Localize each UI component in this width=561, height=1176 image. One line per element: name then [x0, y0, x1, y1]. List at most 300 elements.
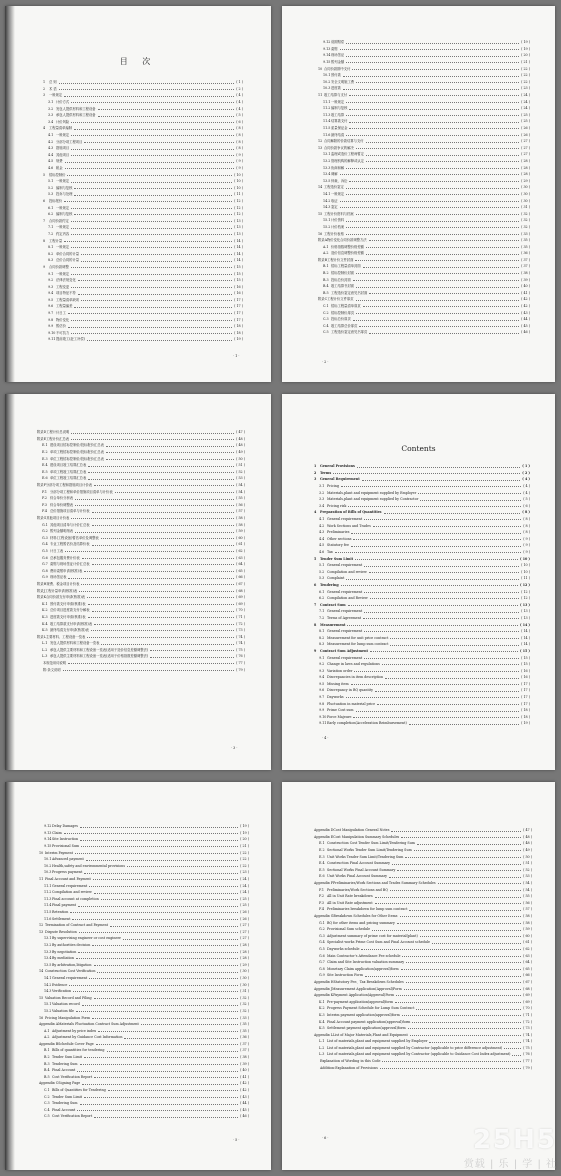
toc-entry-title: Preliminaries/Work Sections and Trades Summary Schedules [333, 881, 436, 886]
toc-entry-page: ( 9 ) [523, 543, 530, 548]
toc-entry-page: ( 71 ) [523, 1012, 532, 1017]
dot-leader [67, 175, 232, 176]
toc-entry [43, 157, 243, 164]
dot-leader [346, 168, 519, 169]
toc-entry-number: C.1 [44, 1088, 50, 1093]
dot-leader [420, 500, 521, 501]
toc-entry-title: List of materials,plant and equipment supplied by Contractor (applicable to Guidance Cost Index adjustment) [327, 1052, 511, 1057]
toc-entry-page: ( 48 ) [236, 443, 245, 448]
toc-entry-page: ( 59 ) [236, 529, 245, 534]
toc-entry-number: 10 [39, 850, 44, 855]
toc-entry-page: ( 24 ) [240, 883, 249, 888]
dot-leader [351, 533, 521, 534]
toc-entry [314, 508, 530, 515]
toc-entry-page: ( 49 ) [523, 848, 532, 853]
toc-entry-page: ( 77 ) [236, 661, 245, 666]
toc-entry-number: 5.1 [48, 179, 54, 184]
toc-entry-page: ( 19 ) [521, 40, 530, 45]
toc-entry-page: ( 43 ) [521, 310, 530, 315]
toc-entry [314, 633, 530, 640]
toc-entry [39, 1020, 249, 1027]
toc-entry-number: 9.6 [48, 304, 54, 309]
toc-entry-title: 一般规定 [56, 133, 70, 138]
toc-entry-page: ( 63 ) [236, 555, 245, 560]
toc-entry [314, 1037, 532, 1044]
toc-entry [37, 586, 245, 593]
toc-entry-page: ( 26 ) [521, 126, 530, 131]
toc-entry-title: 竣工结算与支付 [324, 93, 348, 98]
toc-entry-number: K.4 [319, 1019, 325, 1024]
dot-leader [80, 1064, 239, 1065]
toc-entry-page: ( 59 ) [523, 927, 532, 932]
toc-entry-number: 9.9 [319, 708, 325, 713]
toc-entry [39, 888, 249, 895]
toc-entry-page: ( 20 ) [240, 837, 249, 842]
toc-entry-number: 8.1 [48, 245, 54, 250]
toc-entry-title: 措施项目 [56, 146, 70, 151]
toc-entry-page: ( 27 ) [521, 139, 530, 144]
toc-entry-page: ( 6 ) [523, 503, 530, 508]
toc-entry [37, 632, 245, 639]
toc-entry-title: Measurement for unit price contract [327, 635, 389, 640]
toc-entry-page: ( 36 ) [521, 251, 530, 256]
toc-entry [37, 619, 245, 626]
toc-entry [39, 1007, 249, 1014]
toc-entry-page: ( 51 ) [236, 463, 245, 468]
toc-entry [37, 560, 245, 567]
toc-entry-page: ( 14 ) [521, 629, 530, 634]
toc-entry [43, 249, 243, 256]
toc-entry-title: Unit Works Final Account Summary [327, 874, 388, 879]
toc-entry-title: 编制与复核 [56, 212, 73, 217]
toc-entry-number: 16 [318, 231, 323, 236]
dot-leader [84, 873, 238, 874]
dot-leader [71, 267, 232, 268]
dot-leader [364, 519, 521, 520]
toc-entry-page: ( 36 ) [240, 1035, 249, 1040]
toc-entry [39, 1066, 249, 1073]
dot-leader [377, 704, 519, 705]
toc-entry [318, 223, 530, 230]
toc-entry-number: 10.1 [44, 857, 52, 862]
toc-entry [314, 899, 532, 906]
dot-leader [123, 939, 238, 940]
toc-entry-number: 7.2 [319, 615, 325, 620]
toc-entry [314, 984, 532, 991]
toc-entry-number: E.6 [319, 874, 325, 879]
toc-entry-page: ( 65 ) [236, 568, 245, 573]
toc-entry-page: ( 58 ) [236, 522, 245, 527]
dot-leader [349, 95, 519, 96]
toc-entry-page: ( 22 ) [521, 66, 530, 71]
toc-entry-title: 工程造价鉴定意见书扉页 [331, 330, 368, 335]
dot-leader [92, 545, 235, 546]
toc-entry-page: ( 11 ) [234, 192, 243, 197]
toc-entry-number: Appendix H [314, 979, 334, 984]
toc-entry-page: ( 15 ) [521, 655, 530, 660]
toc-entry-title: Work Sections and Trades [327, 523, 371, 528]
toc-entry-page: ( 27 ) [240, 923, 249, 928]
toc-entry [37, 481, 245, 488]
dot-leader [346, 102, 519, 103]
toc-entry [39, 1079, 249, 1086]
toc-entry [318, 111, 530, 118]
toc-entry-title: Statutory Fee、Tax Breakdown Schedules [333, 979, 404, 984]
toc-entry [39, 855, 249, 862]
toc-entry-page: ( 38 ) [521, 271, 530, 276]
dot-leader [71, 333, 232, 334]
toc-entry-number: 3.2 [319, 490, 325, 495]
toc-entry [43, 329, 243, 336]
toc-entry [314, 1030, 532, 1037]
toc-entry-number: E.2 [319, 848, 325, 853]
dot-leader [349, 181, 519, 182]
toc-entry-title: 不可抗力 [56, 330, 70, 335]
toc-entry-title: 建设项目招标控制价/投标报价汇总表 [50, 443, 104, 448]
toc-entry [37, 593, 245, 600]
toc-entry [318, 91, 530, 98]
toc-list [37, 428, 245, 672]
toc-entry-title: Progress payment [52, 870, 83, 875]
toc-entry-title: 术 语 [49, 86, 57, 91]
toc-entry-number: 9.11 [319, 721, 327, 726]
toc-entry-title: 预付款支付申请(核准)表 [50, 601, 86, 606]
toc-entry [314, 640, 530, 647]
toc-entry-page: ( 73 ) [523, 1026, 532, 1031]
dot-leader [110, 926, 238, 927]
dot-leader [363, 267, 519, 268]
toc-entry-number: E.2 [42, 450, 48, 455]
dot-leader [98, 116, 235, 117]
toc-entry [314, 879, 532, 886]
dot-leader [341, 486, 521, 487]
dot-leader [74, 129, 234, 130]
toc-entry-number: 9.9 [48, 324, 54, 329]
toc-entry-number: B.5 [323, 290, 329, 295]
toc-entry-number: 6 [43, 198, 46, 203]
scan-shadow [5, 394, 15, 770]
toc-entry-title: 提前竣工(赶工补偿) [56, 337, 85, 342]
toc-entry [39, 901, 249, 908]
dot-leader [71, 320, 232, 321]
toc-entry [43, 230, 243, 237]
toc-entry [314, 833, 532, 840]
toc-entry-number: A.1 [323, 244, 329, 249]
toc-entry-number: 附录J [37, 588, 45, 593]
toc-entry-page: ( 31 ) [521, 205, 530, 210]
dot-leader [391, 831, 521, 832]
toc-entry-title: 计价方式 [56, 100, 70, 105]
toc-entry-number: 5 [43, 172, 46, 177]
toc-entry [314, 653, 530, 660]
toc-entry-number: 9.11 [48, 337, 56, 342]
toc-entry-page: ( 67 ) [523, 979, 532, 984]
toc-entry-title: By supervising engineer or cost engineer [52, 936, 121, 941]
toc-entry-number: 15.1 [44, 1002, 52, 1007]
toc-entry-page: ( 32 ) [521, 211, 530, 216]
toc-entry [318, 117, 530, 124]
toc-entry [39, 875, 249, 882]
toc-entry-number: 4.2 [319, 523, 325, 528]
toc-entry [39, 1099, 249, 1106]
toc-entry-title: 竣工结算 [331, 112, 345, 117]
toc-entry-number: 9.12 [323, 40, 331, 45]
dot-leader [84, 1057, 238, 1058]
toc-entry-number: G.2 [42, 529, 48, 534]
watermark-caption: 赏载 | 乐 | 学 | 社 [463, 1159, 557, 1170]
toc-entry-title: Materials Fluctuation Contract Sum Adjustment [58, 1022, 139, 1027]
toc-entry-page: ( 6 ) [236, 119, 243, 124]
toc-entry [314, 515, 530, 522]
toc-entry-page: ( 44 ) [521, 317, 530, 322]
toc-entry-page: ( 32 ) [240, 995, 249, 1000]
toc-entry-number: Appendix B [39, 1041, 59, 1046]
toc-entry-title: Preparation of Bills of Quantities [320, 510, 382, 515]
toc-entry-page: ( 57 ) [236, 509, 245, 514]
dot-leader [397, 870, 521, 871]
dot-leader [71, 208, 232, 209]
toc-entry-number: 8.2 [319, 635, 325, 640]
dot-leader [75, 499, 234, 500]
toc-entry-page: ( 17 ) [234, 297, 243, 302]
toc-entry-title: 单位工程竣工结算汇总表 [50, 476, 87, 481]
toc-entry-page: ( 30 ) [521, 191, 530, 196]
toc-entry-number: B.4 [323, 284, 329, 289]
dot-leader [78, 294, 232, 295]
toc-entry-title: 取证 [331, 198, 338, 203]
dot-leader [357, 467, 520, 468]
toc-entry-title: Tendering Sum [52, 1101, 78, 1106]
toc-entry-page: ( 29 ) [240, 962, 249, 967]
dot-leader [81, 584, 234, 585]
dot-leader [108, 1090, 238, 1091]
dot-leader [349, 128, 519, 129]
toc-entry-title: 工程变更 [56, 284, 70, 289]
toc-entry [37, 520, 245, 527]
toc-entry-number: 6.1 [319, 589, 325, 594]
dot-leader [82, 558, 234, 559]
toc-entry-number: B.4 [44, 1068, 50, 1073]
toc-entry-number: 9.15 [44, 844, 52, 849]
toc-entry-number: 8.3 [319, 642, 325, 647]
toc-entry [43, 85, 243, 92]
toc-entry-title: Adjustment by Guidance Cost Information [52, 1035, 123, 1040]
toc-entry-number: 9.6 [319, 688, 325, 693]
toc-entry-page: ( 62 ) [236, 548, 245, 553]
toc-entry [318, 209, 530, 216]
toc-entry [37, 580, 245, 587]
toc-entry-page: ( 25 ) [521, 119, 530, 124]
toc-entry [318, 124, 530, 131]
toc-entry-page: ( 37 ) [240, 1048, 249, 1053]
toc-entry-number: E.5 [42, 469, 48, 474]
dot-leader [92, 564, 235, 565]
toc-entry-title: General requirement [327, 589, 363, 594]
toc-entry-number: C.1 [323, 304, 329, 309]
toc-entry-page: ( 9 ) [523, 550, 530, 555]
toc-entry [37, 435, 245, 442]
toc-list [39, 822, 249, 1119]
toc-entry [43, 263, 243, 270]
toc-entry-page: ( 30 ) [240, 969, 249, 974]
toc-entry-title: 计价档案 [331, 224, 345, 229]
toc-entry-page: ( 32 ) [240, 1008, 249, 1013]
dot-leader [402, 1015, 521, 1016]
toc-entry-title: General requirement [327, 629, 363, 634]
toc-entry [39, 1073, 249, 1080]
toc-entry-title: 价格指数调整价格差额 [331, 244, 364, 249]
toc-entry-page: ( 69 ) [236, 601, 245, 606]
toc-entry-number: 11.6 [44, 916, 52, 921]
toc-entry-number: Appendix C [39, 1081, 59, 1086]
toc-entry-page: ( 19 ) [234, 337, 243, 342]
dot-leader [406, 982, 521, 983]
toc-entry-page: ( 48 ) [236, 436, 245, 441]
toc-entry-page: ( 70 ) [236, 608, 245, 613]
toc-entry-title: Tax [327, 550, 333, 555]
toc-entry-title: Variation order [327, 668, 353, 673]
toc-entry [39, 842, 249, 849]
toc-entry-page: ( 17 ) [234, 304, 243, 309]
toc-entry [39, 1053, 249, 1060]
toc-entry-title: 一般规定 [56, 245, 70, 250]
toc-entry-number: 2 [43, 86, 46, 91]
toc-entry-page: ( 10 ) [521, 563, 530, 568]
dot-leader [84, 1097, 238, 1098]
toc-entry-page: ( 9 ) [523, 536, 530, 541]
toc-entry-title: Construction Final Account Summary [327, 861, 390, 866]
dot-leader [351, 546, 521, 547]
toc-entry [37, 527, 245, 534]
toc-entry-page: ( 12 ) [234, 212, 243, 217]
toc-entry-page: ( 39 ) [521, 277, 530, 282]
toc-entry-number: 14 [39, 969, 44, 974]
toc-entry-title: Tendering Sum [52, 1061, 78, 1066]
toc-entry-page: ( 11 ) [521, 576, 530, 581]
toc-entry-number: G.9 [42, 575, 48, 580]
toc-entry-title: General requirement [327, 655, 363, 660]
dot-leader [98, 1031, 238, 1032]
dot-leader [356, 273, 519, 274]
toc-entry-page: ( 9 ) [236, 166, 243, 171]
toc-entry-page: ( 21 ) [240, 844, 249, 849]
toc-entry-number: K.1 [42, 601, 48, 606]
toc-entry-title: Complaint [327, 576, 345, 581]
dot-leader [354, 671, 519, 672]
toc-entry [314, 666, 530, 673]
dot-leader [400, 916, 522, 917]
toc-entry-title: 一般规定 [56, 271, 70, 276]
dot-leader [346, 62, 519, 63]
dot-leader [71, 433, 234, 434]
toc-entry-page: ( 13 ) [521, 615, 530, 620]
toc-entry-number: 11.2 [44, 890, 52, 895]
toc-entry-number: 11.3 [323, 112, 331, 117]
toc-entry-page: ( 22 ) [521, 73, 530, 78]
toc-entry-page: ( 33 ) [521, 231, 530, 236]
dot-leader [356, 82, 519, 83]
dot-leader [68, 663, 234, 664]
toc-entry-number: G.5 [42, 548, 48, 553]
toc-entry-number: 6.2 [48, 212, 54, 217]
toc-entry-page: ( 56 ) [523, 900, 532, 905]
dot-leader [94, 965, 239, 966]
toc-entry-page: ( 25 ) [240, 896, 249, 901]
dot-leader [71, 221, 232, 222]
toc-entry-page: ( 55 ) [523, 894, 532, 899]
toc-entry [318, 190, 530, 197]
toc-entry-page: ( 69 ) [236, 595, 245, 600]
dot-leader [96, 1044, 238, 1045]
toc-entry-title: 现场签证 [331, 53, 345, 58]
dot-leader [346, 135, 519, 136]
dot-leader [397, 923, 521, 924]
toc-entry-title: 暂估价 [56, 324, 66, 329]
toc-entry-number: L.2 [42, 647, 48, 652]
toc-entry-page: ( 74 ) [236, 634, 245, 639]
toc-entry-title: 竣工结算总价扉页 [331, 323, 358, 328]
toc-entry-number: 9.2 [48, 278, 54, 283]
dot-leader [82, 1084, 238, 1085]
dot-leader [356, 287, 519, 288]
toc-entry-title: Dayworks schedule [327, 946, 360, 951]
toc-entry [318, 242, 530, 249]
toc-entry-number: E.5 [319, 867, 325, 872]
toc-entry [318, 282, 530, 289]
toc-entry [314, 495, 530, 502]
toc-entry-page: ( 64 ) [523, 960, 532, 965]
dot-leader [417, 844, 521, 845]
page-number: · 3 · [231, 746, 238, 750]
toc-entry-number: 3.4 [48, 119, 54, 124]
toc-entry-number: B.2 [44, 1055, 50, 1060]
toc-entry-page: ( 40 ) [521, 284, 530, 289]
dot-leader [369, 293, 519, 294]
toc-entry-number: B.3 [44, 1061, 50, 1066]
toc-entry-number: F.4 [319, 907, 324, 912]
toc-entry-page: ( 52 ) [236, 469, 245, 474]
toc-entry-page: ( 41 ) [521, 290, 530, 295]
toc-entry-page: ( 66 ) [236, 575, 245, 580]
toc-entry-title: General requirement [327, 517, 363, 522]
toc-entry-number: 9.14 [44, 837, 52, 842]
toc-entry [39, 947, 249, 954]
toc-entry-number: 3.1 [319, 484, 325, 489]
toc-entry-title: 投标总价封面 [331, 277, 351, 282]
toc-entry [37, 652, 245, 659]
toc-entry-title: Breakdown Schedules for Other Items [333, 914, 398, 919]
dot-leader [341, 585, 518, 586]
toc-entry-title: Sectional Works Final Account Summary [327, 867, 396, 872]
toc-entry-number: 14.3 [323, 205, 331, 210]
toc-entry [314, 607, 530, 614]
toc-entry [43, 131, 243, 138]
dot-leader [89, 978, 238, 979]
dot-leader [364, 592, 519, 593]
toc-entry-title: 合同解除的价款结算与支付 [324, 139, 364, 144]
dot-leader [409, 910, 521, 911]
toc-entry-title: Construction Cost Tender Sum Limit/Tendering Sum [327, 841, 415, 846]
toc-entry-title: 投诉与处理 [56, 192, 73, 197]
toc-entry [43, 190, 243, 197]
toc-entry [314, 561, 530, 568]
toc-entry-title: Interim payment application(approval)form [327, 1012, 400, 1017]
toc-entry [314, 918, 532, 925]
toc-entry-page: ( 14 ) [234, 258, 243, 263]
toc-entry-title: Discrepancies in item description [327, 675, 384, 680]
toc-entry [318, 150, 530, 157]
toc-entry [318, 322, 530, 329]
